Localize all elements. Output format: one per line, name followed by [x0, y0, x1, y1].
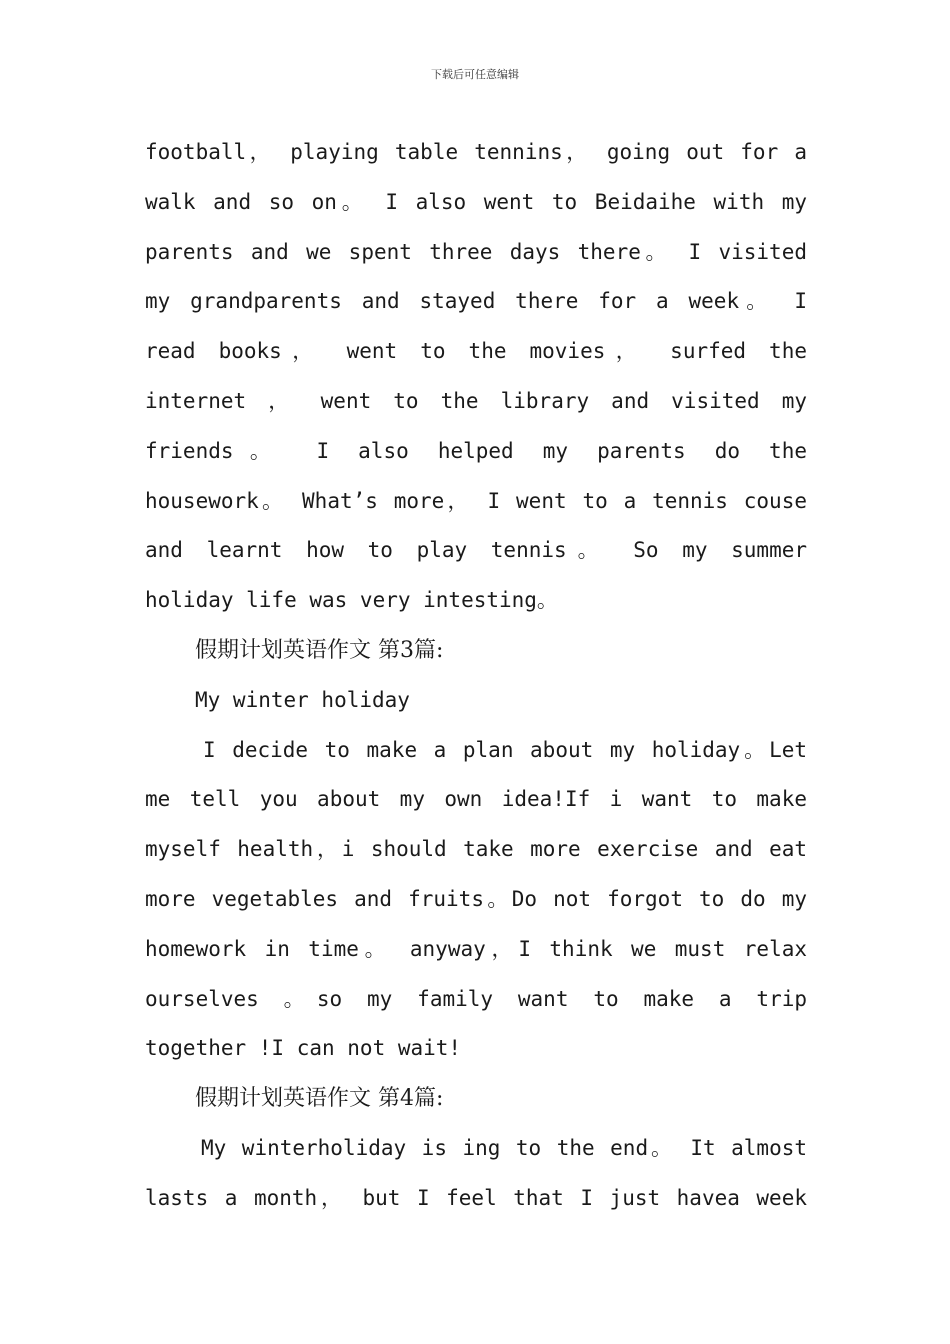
text-line: homework in time。 anyway，I think we must relax [145, 936, 807, 961]
text-line: My winterholiday is ing to the end。 It almost [201, 1135, 807, 1160]
text-line: friends。 I also helped my parents do the [145, 438, 807, 463]
text-line: walk and so on。 I also went to Beidaihe with my [145, 189, 807, 214]
text-line: internet ， went to the library and visited my [145, 388, 807, 413]
text-line: housework。 What’s more， I went to a tennis couse [145, 488, 807, 513]
text-line: and learnt how to play tennis。 So my summer [145, 538, 807, 563]
text-line: read books， went to the movies， surfed the [145, 339, 807, 364]
text-line: holiday life was very intesting。 [145, 588, 558, 613]
text-line: myself health，i should take more exercise and eat [145, 837, 807, 862]
page-header: 下载后可任意编辑 [431, 68, 519, 81]
text-line: My winter holiday [195, 687, 410, 712]
text-line: my grandparents and stayed there for a week。 I [145, 289, 807, 314]
text-line: lasts a month， but I feel that I just havea week [145, 1185, 807, 1210]
text-line: more vegetables and fruits。Do not forgot to do my [145, 886, 807, 911]
text-line: ourselves 。so my family want to make a trip [145, 986, 807, 1011]
text-line: football， playing table tennins， going out for a [145, 140, 807, 164]
text-line: I decide to make a plan about my holiday。Let [203, 737, 807, 762]
text-line: parents and we spent three days there。 I visited [145, 239, 807, 264]
text-line: together !I can not wait! [145, 1036, 462, 1061]
body-text [145, 128, 807, 1224]
section-heading: 假期计划英语作文 第4篇: [195, 1086, 444, 1112]
section-heading: 假期计划英语作文 第3篇: [195, 637, 444, 663]
text-line: me tell you about my own idea!If i want to make [145, 787, 807, 812]
